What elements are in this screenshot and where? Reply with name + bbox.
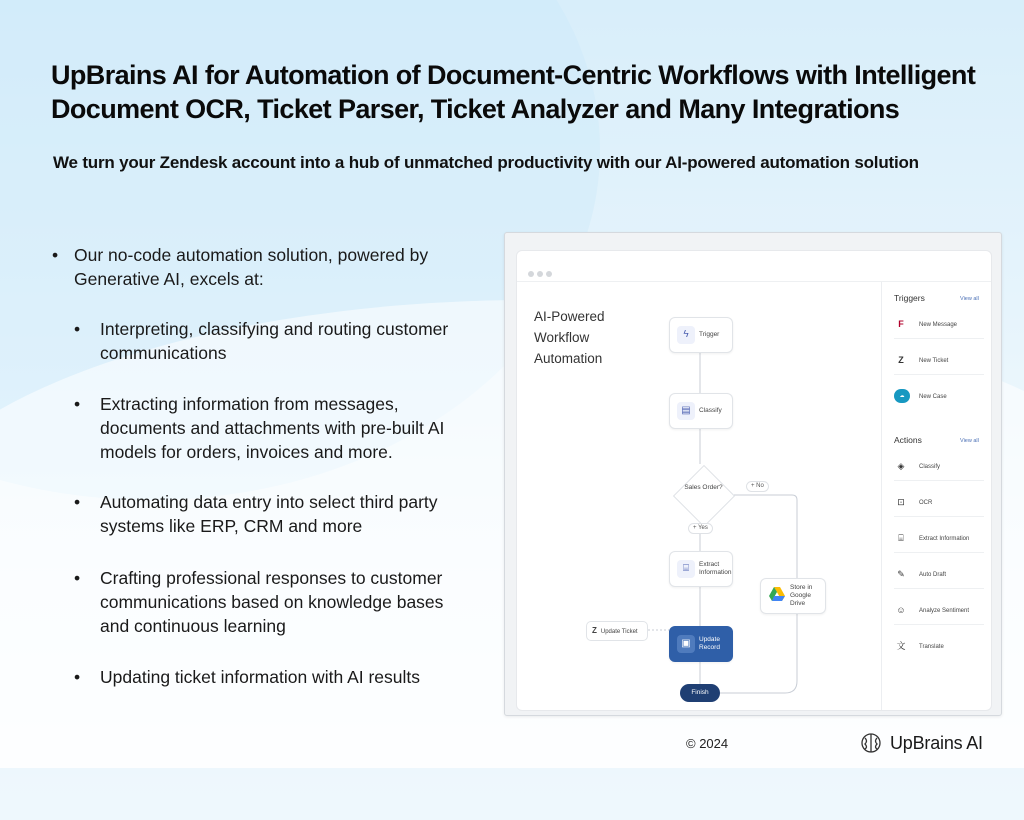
node-label: Extract Information bbox=[699, 561, 732, 576]
action-item-translate[interactable] bbox=[894, 634, 984, 660]
branch-text: No bbox=[756, 483, 764, 489]
node-label: Trigger bbox=[699, 331, 720, 338]
action-label: Extract Information bbox=[919, 536, 970, 542]
pen-icon: ✎ bbox=[897, 569, 905, 579]
triggers-view-all-link[interactable]: View all bbox=[960, 296, 979, 302]
page-title: UpBrains AI for Automation of Document-Centric Workflows with Intelligent Document OCR, Ticket Parser, Ticket Analyzer and Many Integrations bbox=[51, 60, 976, 124]
action-label: Analyze Sentiment bbox=[919, 608, 970, 614]
intro-bullet: • Our no-code automation solution, powered by Generative AI, excels at: bbox=[52, 243, 492, 291]
record-icon: ▣ bbox=[677, 635, 695, 653]
actions-heading: Actions bbox=[894, 435, 922, 445]
feature-list-item bbox=[74, 665, 474, 689]
trigger-node[interactable] bbox=[669, 317, 733, 353]
tag-icon: ◈ bbox=[897, 461, 905, 471]
zendesk-logo-icon: Z bbox=[898, 355, 904, 365]
sentiment-icon: ☺ bbox=[896, 605, 906, 615]
trigger-item-new-ticket[interactable] bbox=[894, 348, 984, 375]
action-label: OCR bbox=[919, 500, 933, 506]
store-node[interactable] bbox=[760, 578, 826, 614]
extract-icon: ⌸ bbox=[898, 533, 904, 543]
page-subtitle: We turn your Zendesk account into a hub of unmatched productivity with our AI-powered automation solution bbox=[53, 153, 919, 172]
finish-node[interactable]: Finish bbox=[680, 684, 720, 702]
decision-shape bbox=[673, 465, 735, 527]
action-item-classify[interactable] bbox=[894, 454, 984, 481]
lightning-icon: ϟ bbox=[677, 326, 695, 344]
trigger-item-new-case[interactable] bbox=[894, 384, 984, 410]
update-record-node[interactable] bbox=[669, 626, 733, 662]
feature-text: • Crafting professional responses to customer communications based on knowledge bases and continuous learning bbox=[74, 566, 474, 638]
decision-node[interactable] bbox=[672, 464, 735, 527]
brain-icon bbox=[860, 732, 882, 754]
feature-text: • Automating data entry into select third party systems like ERP, CRM and more bbox=[74, 490, 474, 538]
salesforce-logo-icon: ☁ bbox=[894, 389, 910, 403]
feature-list-item bbox=[74, 392, 474, 464]
divider bbox=[881, 282, 882, 710]
no-branch-label: + No bbox=[746, 481, 769, 492]
trigger-label: New Case bbox=[919, 394, 947, 400]
decision-label: Sales Order? bbox=[684, 484, 723, 491]
action-item-extract-information[interactable] bbox=[894, 526, 984, 553]
feature-text: • Extracting information from messages, documents and attachments with pre-built AI models for orders, invoices and more. bbox=[74, 392, 474, 464]
workflow-title: AI-Powered Workflow Automation bbox=[534, 309, 605, 366]
google-drive-logo bbox=[769, 587, 785, 601]
document-icon: ▤ bbox=[677, 402, 695, 420]
extract-node[interactable] bbox=[669, 551, 733, 587]
node-label: Classify bbox=[699, 407, 722, 414]
feature-list-item bbox=[74, 566, 474, 638]
trigger-label: New Message bbox=[919, 322, 958, 328]
node-label: Update Ticket bbox=[600, 629, 638, 635]
action-label: Classify bbox=[919, 464, 941, 470]
action-item-auto-draft[interactable] bbox=[894, 562, 984, 589]
front-logo-icon: F bbox=[898, 319, 904, 329]
feature-list-item bbox=[74, 490, 474, 538]
brand-logo bbox=[860, 730, 983, 756]
branch-text: Yes bbox=[698, 525, 708, 531]
classify-node[interactable] bbox=[669, 393, 733, 429]
feature-list-item bbox=[74, 317, 474, 365]
trigger-item-new-message[interactable] bbox=[894, 312, 984, 339]
node-label: Store in Google Drive bbox=[790, 584, 813, 607]
scan-icon: ⊡ bbox=[897, 497, 905, 507]
google-drive-icon bbox=[768, 587, 786, 605]
brand-name: UpBrains AI bbox=[890, 732, 983, 753]
zendesk-icon: Z bbox=[592, 626, 597, 635]
action-item-ocr[interactable] bbox=[894, 490, 984, 517]
copyright: © 2024 bbox=[686, 736, 729, 751]
translate-icon: 文 bbox=[896, 641, 906, 651]
update-ticket-node[interactable] bbox=[586, 621, 648, 641]
actions-view-all-link[interactable]: View all bbox=[960, 438, 979, 444]
action-item-analyze-sentiment[interactable] bbox=[894, 598, 984, 625]
feature-text: • Interpreting, classifying and routing customer communications bbox=[74, 317, 474, 365]
node-label: Update Record bbox=[699, 636, 720, 651]
extract-icon: ⌸ bbox=[677, 560, 695, 578]
feature-text: • Updating ticket information with AI results bbox=[74, 665, 474, 689]
intro-list bbox=[52, 243, 492, 291]
triggers-heading: Triggers bbox=[894, 293, 925, 303]
action-label: Auto Draft bbox=[919, 572, 947, 578]
action-label: Translate bbox=[919, 644, 944, 650]
yes-branch-label: + Yes bbox=[688, 523, 713, 534]
trigger-label: New Ticket bbox=[919, 358, 949, 364]
app-window bbox=[516, 250, 992, 711]
workflow-screenshot bbox=[504, 232, 1002, 716]
